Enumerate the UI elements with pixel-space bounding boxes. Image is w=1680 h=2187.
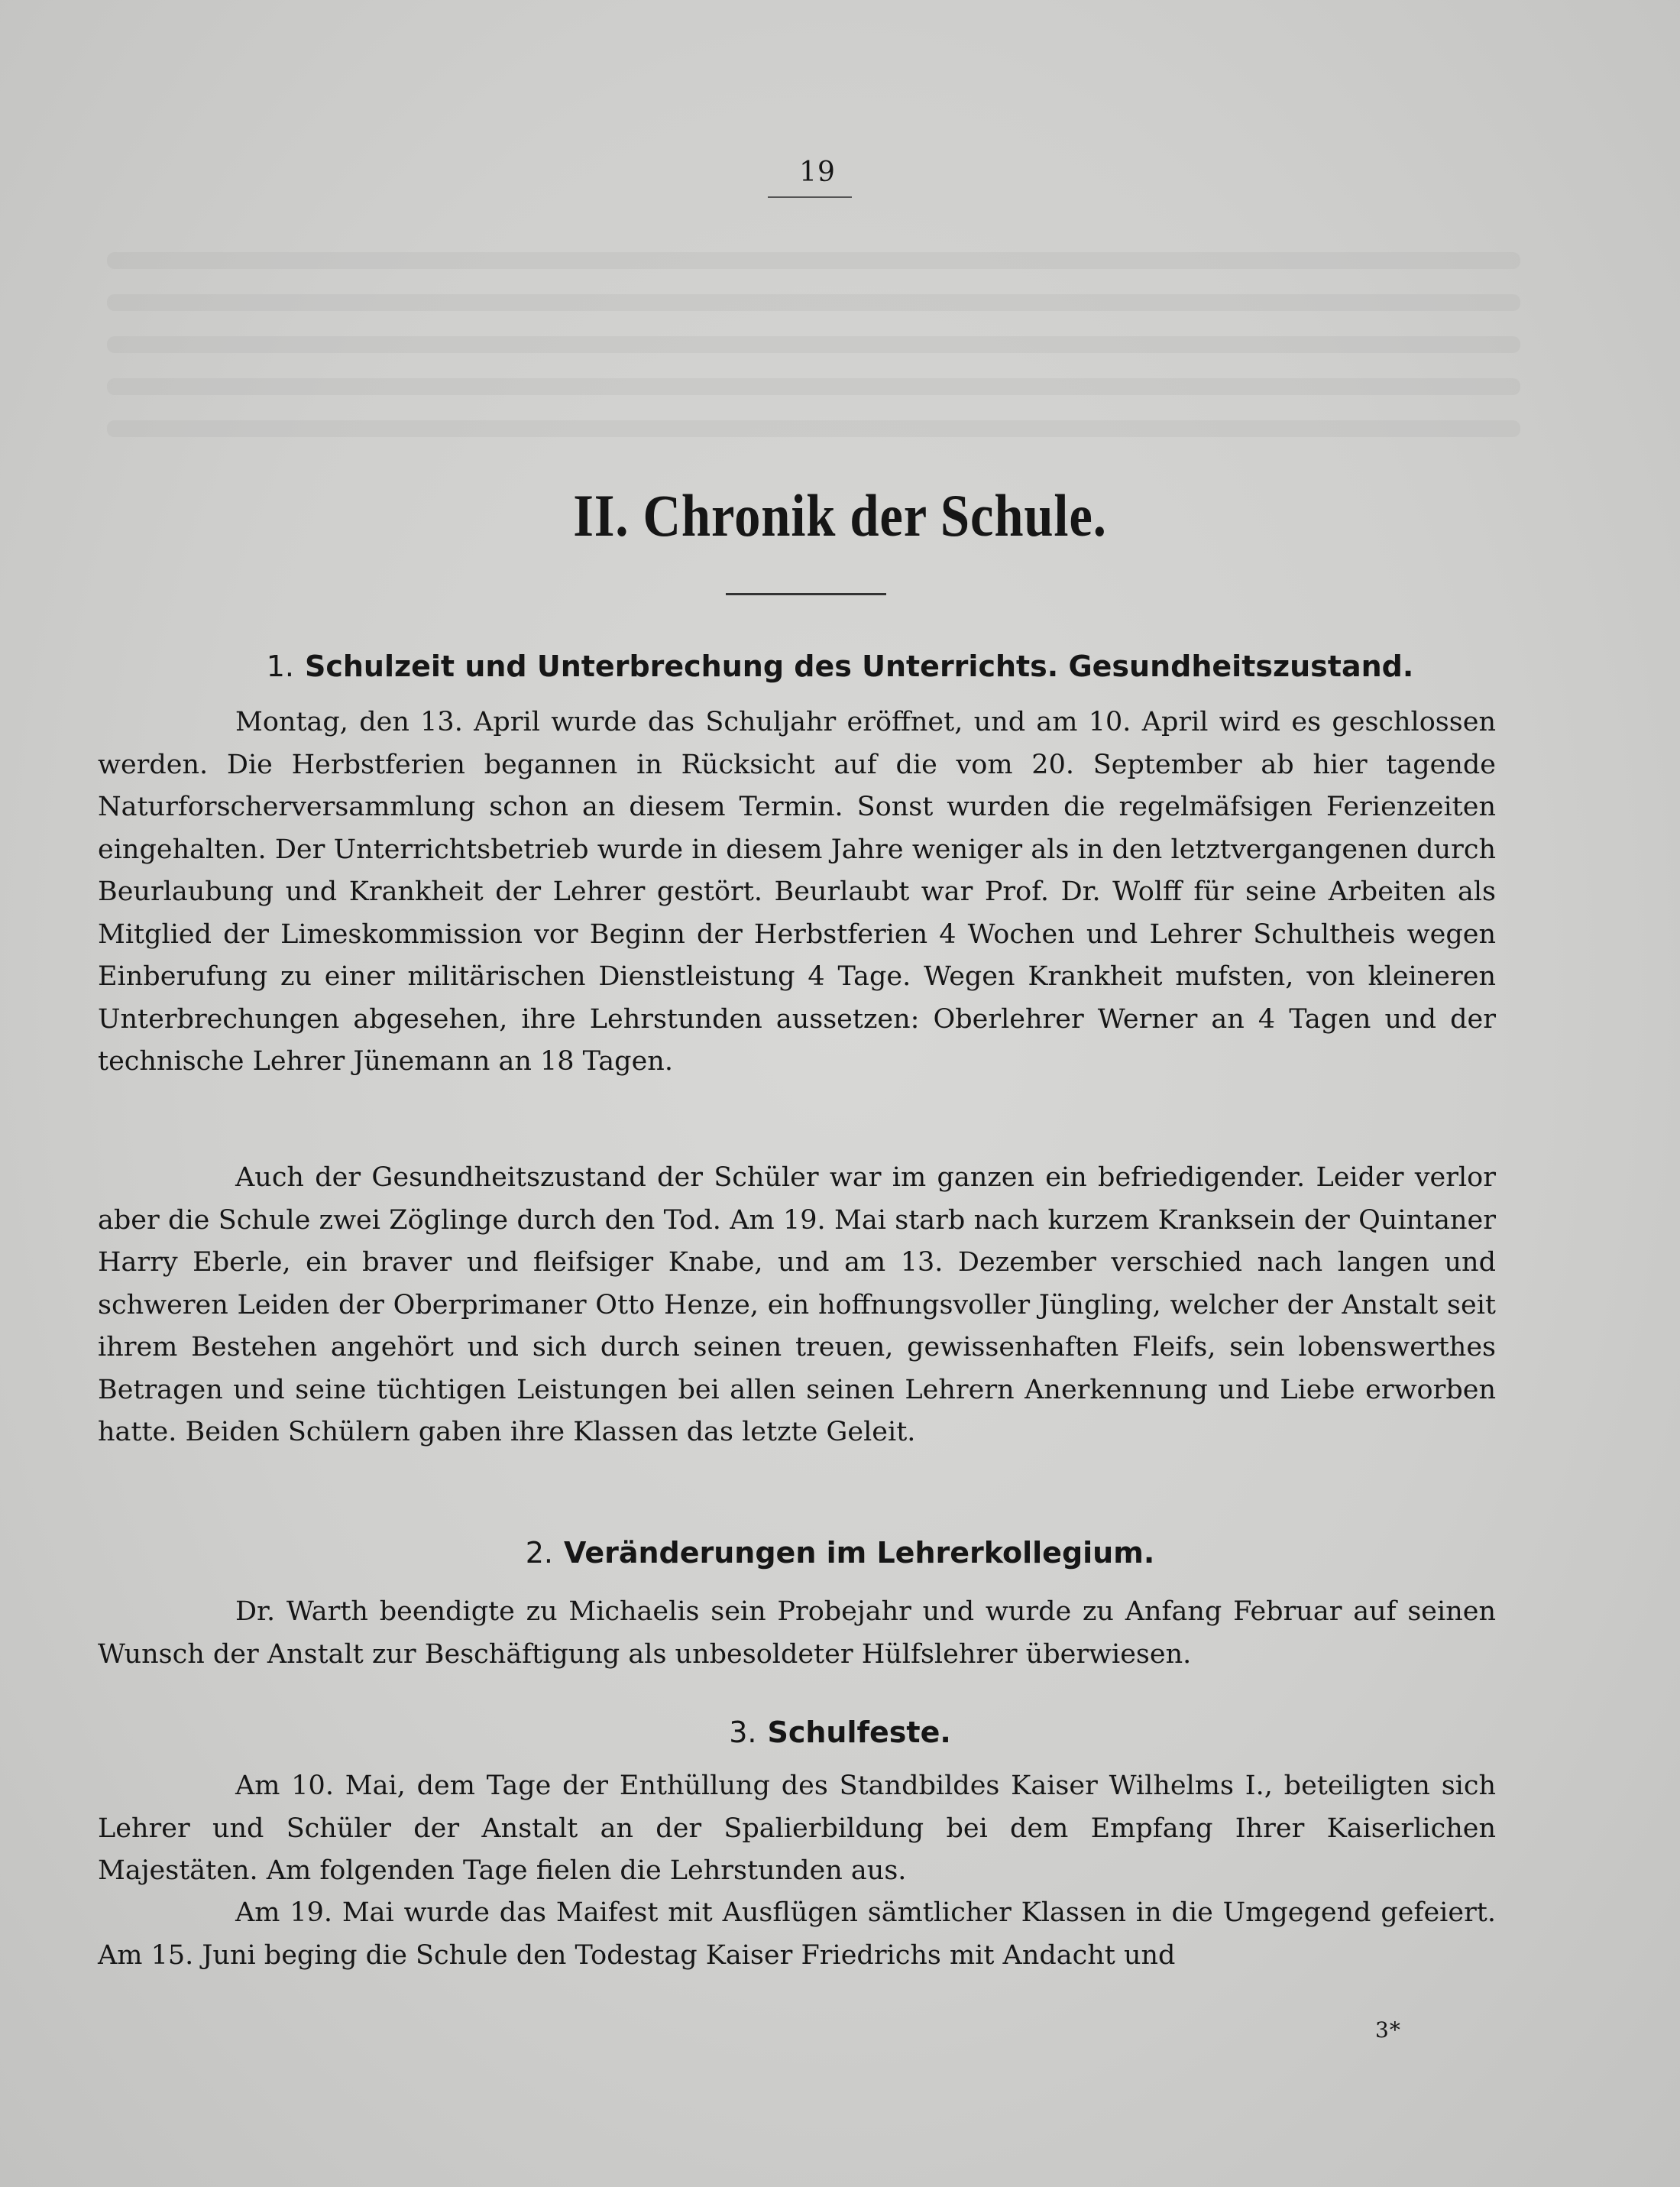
show-through-line bbox=[107, 294, 1520, 311]
section-heading-3 bbox=[0, 1716, 1680, 1749]
show-through-line bbox=[107, 252, 1520, 269]
section-title: Veränderungen im Lehrerkollegium. bbox=[564, 1536, 1155, 1570]
section-heading-1 bbox=[0, 650, 1680, 683]
chapter-title: II. Chronik der Schule. bbox=[573, 482, 1107, 549]
section-number: 3. bbox=[729, 1716, 757, 1749]
section-title: Schulzeit und Unterbrechung des Unterrichts. Gesundheitszustand. bbox=[304, 650, 1414, 683]
signature-mark: 3* bbox=[1375, 2017, 1401, 2043]
show-through-line bbox=[107, 420, 1520, 437]
section-number: 2. bbox=[525, 1536, 553, 1570]
section-title: Schulfeste. bbox=[767, 1716, 951, 1749]
show-through-line bbox=[107, 336, 1520, 353]
paragraph: Am 19. Mai wurde das Maifest mit Ausflügen sämtlicher Klassen in die Umgegend gefeiert. Am 15. Juni beging die Schule den Todestag Kaiser Friedrichs mit Andacht und bbox=[98, 1897, 1496, 1971]
paragraph: Am 10. Mai, dem Tage der Enthüllung des Standbildes Kaiser Wilhelms I., beteiligten sich Lehrer und Schüler der Anstalt an der Spalierbildung bei dem Empfang Ihrer Kaiserlichen Majestäten. Am folgenden Tage fielen die Lehrstunden aus. bbox=[98, 1771, 1496, 1886]
title-divider bbox=[726, 593, 886, 595]
section-heading-2 bbox=[0, 1536, 1680, 1570]
page-number: 19 bbox=[799, 157, 836, 188]
show-through-line bbox=[107, 378, 1520, 395]
paragraph: Montag, den 13. April wurde das Schuljahr eröffnet, und am 10. April wird es geschlossen werden. Die Herbstferien begannen in Rücksicht auf die vom 20. September ab hier tagende Naturforscherversammlung schon an diesem Termin. Sonst wurden die regelmäfsigen Ferienzeiten eingehalten. Der Unterrichtsbetrieb wurde in diesem Jahre weniger als in den letztvergangenen durch Beurlaubung und Krankheit der Lehrer gestört. Beurlaubt war Prof. Dr. Wolff für seine Arbeiten als Mitglied der Limeskommission vor Beginn der Herbstferien 4 Wochen und Lehrer Schultheis wegen Einberufung zu einer militärischen Dienstleistung 4 Tage. Wegen Krankheit mufsten, von kleineren Unterbrechungen abgesehen, ihre Lehrstunden aussetzen: Oberlehrer Werner an 4 Tagen und der technische Lehrer Jünemann an 18 Tagen. bbox=[98, 707, 1496, 1077]
paragraph: Dr. Warth beendigte zu Michaelis sein Probejahr und wurde zu Anfang Februar auf seinen Wunsch der Anstalt zur Beschäftigung als unbesoldeter Hülfslehrer überwiesen. bbox=[98, 1596, 1496, 1670]
page-number-rule bbox=[768, 196, 852, 198]
paragraph: Auch der Gesundheitszustand der Schüler war im ganzen ein befriedigender. Leider verlor aber die Schule zwei Zöglinge durch den Tod. Am 19. Mai starb nach kurzem Kranksein der Quintaner Harry Eberle, ein braver und fleifsiger Knabe, und am 13. Dezember verschied nach langen und schweren Leiden der Oberprimaner Otto Henze, ein hoffnungsvoller Jüngling, welcher der Anstalt seit ihrem Bestehen angehört und sich durch seinen treuen, gewissenhaften Fleifs, sein lobenswerthes Betragen und seine tüchtigen Leistungen bei allen seinen Lehrern Anerkennung und Liebe erworben hatte. Beiden Schülern gaben ihre Klassen das letzte Geleit. bbox=[98, 1162, 1496, 1447]
section-number: 1. bbox=[266, 650, 294, 683]
